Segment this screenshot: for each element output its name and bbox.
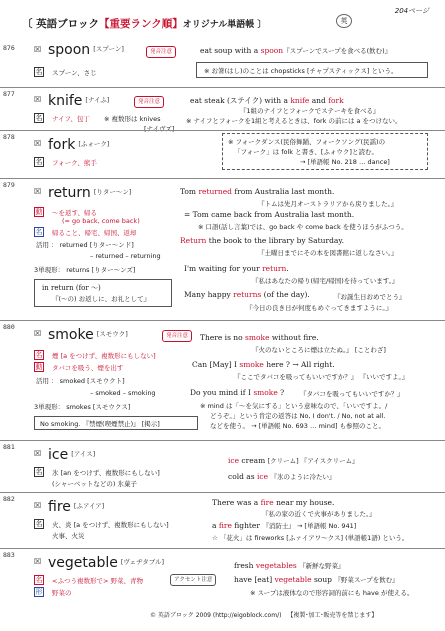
word-kana: [ふォーク] [78,140,110,148]
example-text: near my house. [273,498,335,507]
example-highlight: smoke [239,360,264,369]
header-logo-icon [336,14,352,28]
header-title-left: 〔 英語ブロック [22,18,99,30]
entry-word [48,42,124,58]
example-text: fighter [231,521,260,530]
divider [0,492,445,493]
meaning: スプーン、さじ [52,69,97,77]
pronunciation-tag: 発音注意 [134,96,164,108]
word-text: fire [48,499,71,515]
example-text: fresh [234,561,256,570]
example-translation: 『氷のように冷たい』 [270,473,336,481]
pos-badge: 名 [35,158,43,166]
example-highlight: returns [233,290,262,299]
example-highlight: return [262,264,287,273]
note-line: 「フォーク」は folk と書き、[ふォウク]と読む。 [234,148,378,156]
example [200,46,391,55]
example [180,187,334,196]
example-translation: 『私はあなたの帰り(帰宅/帰国)を待っています。』 [252,277,399,285]
example-text: eat steak (ステイク) with a [190,96,291,105]
third-person-form: returns [りター～ンズ] [66,266,136,274]
example [190,95,344,106]
entry-word [48,137,109,153]
note-line: ※ フォークダンス(民俗舞踊、フォークソング(民謡)の [228,138,386,146]
footer-notice: 【複製･加工･販売等を禁じます】 [287,612,378,619]
example-translation: 『火のないところに煙は立たぬ。』 [ことわざ] [252,346,386,354]
third-person-label: 3単現形： [34,403,65,411]
word-text: fork [48,137,76,153]
example-text: here ? → All right. [263,360,335,369]
example-text: and [309,96,329,105]
example-highlight: smoke [245,333,270,342]
checkbox-icon[interactable]: ☒ [34,449,42,458]
pronunciation-tag: 発音注意 [146,46,176,58]
checkbox-icon[interactable]: ☒ [34,187,42,196]
meaning-synonym: (= go back, come back) [62,217,140,225]
meaning: タバコを吸う、煙を出す [52,364,124,372]
example-translation: [クリーム] 『アイスクリーム』 [267,457,359,465]
third-person [34,265,135,274]
example-highlight: returned [198,187,232,196]
example-highlight: vegetable [274,575,312,584]
example-text: . [286,264,289,273]
example-highlight: vegetables [255,561,297,570]
header-title [22,16,266,31]
word-kana: [ヴェヂタブル] [120,558,165,566]
footer-copyright: © 英語ブロック 2009 (http://eigoblock.com/) [150,612,282,619]
example-text: I'm waiting for your [184,264,263,273]
checkbox-icon[interactable]: ☒ [34,501,42,510]
word-kana: [ナイふ] [85,96,110,104]
pos-badge: 名 [35,114,43,122]
example-highlight: fire [260,498,274,507]
meaning: フォーク、熊手 [52,159,97,167]
checkbox-icon[interactable]: ☒ [34,95,42,104]
meaning: 帰ること、帰宅、帰国、返却 [52,229,137,237]
example-translation: 『スプーンでスープを食べる(飲む)』 [283,47,392,55]
example-highlight: ice [257,472,269,481]
example-text: Tom [180,187,199,196]
pos-badge: 名 [35,68,43,76]
checkbox-icon[interactable]: ☒ [34,45,42,54]
example-translation: 『新鮮な野菜』 [299,562,345,570]
example [192,360,335,369]
word-kana: [スプーン] [93,45,124,53]
conjugation-label: 活用 ： [36,377,58,385]
example-text: Do you mind if I [190,388,254,397]
conjugation-forms: – smoked – smoking [90,389,156,397]
entry-word [48,327,128,343]
word-kana: [りター～ン] [93,188,132,196]
conjugation [36,376,125,385]
entry-word [48,185,131,201]
entry-number: 878 [3,133,15,141]
entry-number: 882 [3,495,15,503]
entry-number: 876 [3,44,15,52]
pos-badge: 名 [35,468,43,476]
conjugation-label: 活用 ： [36,241,58,249]
meaning: 煙 [a をつけず、複数形にもしない] [52,352,156,360]
word-kana: [ふアイア] [73,502,105,510]
example-text: have [eat] [234,575,275,584]
entry-word [48,499,104,515]
meaning: ～を返す、帰る [52,209,97,217]
checkbox-icon[interactable]: ☒ [34,557,42,566]
divider [0,320,445,321]
example-text: Can [May] I [192,360,240,369]
example-translation: 『消防士』 → [単語帳 No. 941] [262,522,357,530]
example-text: (of the day). [261,290,310,299]
entry-word [48,93,109,109]
pos-badge: 動 [35,208,43,216]
divider [0,440,445,441]
example [184,290,310,299]
example-text: eat soup with a [200,46,261,55]
meaning: 野菜の [52,589,72,597]
example-text: There was a [212,498,261,507]
meaning: 火、炎 [a をつけず、複数形にもしない] [52,521,169,529]
example-note: ※ 口語(話し言葉)では、go back や come back を使うほうがふつう。 [198,223,408,231]
note: ※ ナイフとフォークを1組と考えるときは、fork の前には a をつけない。 [186,117,402,125]
idiom-meaning: 『(～の) お返しに、お礼として』 [52,295,151,303]
entry-word [48,555,164,571]
word-kana: [スモウク] [96,330,128,338]
meaning: ナイフ、包丁 [52,115,90,123]
example-translation: 『1組のナイフとフォークでステーキを食べる』 [240,107,380,115]
example-text: from Australia last month. [231,187,335,196]
example [184,264,289,273]
checkbox-icon[interactable]: ☒ [34,139,42,148]
example [228,472,335,481]
example [234,575,399,584]
meaning: <ふつう複数形で> 野菜、青物 [52,577,143,585]
divider [0,130,445,131]
header-logo-text: 英 [340,17,348,25]
entry-number: 883 [3,551,15,559]
entry-number: 880 [3,323,15,331]
footer [150,610,377,619]
example-highlight: knife [290,96,310,105]
example-text: a [212,521,219,530]
example-highlight: ice [228,456,240,465]
word-text: spoon [48,42,91,58]
meaning: 火事、火災 [52,532,85,540]
example-translation: 『私の家の近くで火事がありました。』 [262,510,376,518]
word-text: knife [48,93,83,109]
example-highlight: fork [328,96,344,105]
word-text: smoke [48,327,94,343]
divider [0,87,445,88]
entry-number: 879 [3,181,15,189]
entry-number: 877 [3,90,15,98]
example-translation: 『ここでタバコを吸ってもいいですか？』 『いいですよ。』 [234,373,409,381]
example-highlight: fire [218,521,232,530]
word-text: vegetable [48,555,118,571]
note: ※ お箸(はし)のことは chopsticks [チャプスティックス] という。 [204,67,398,75]
example [228,456,359,465]
pronunciation-tag: 発音注意 [162,330,192,342]
divider [0,548,445,549]
third-person [34,402,130,411]
example [212,521,356,530]
example [234,561,345,570]
example [190,388,284,397]
pos-badge: 動 [35,363,43,371]
word-kana: [アイス] [71,450,96,458]
example-text: soup [311,575,332,584]
third-person-form: smokes [スモウクス] [66,403,131,411]
pos-badge: 名 [35,576,43,584]
example-translation: 『野菜スープを飲む』 [334,576,399,584]
example: = Tom came back from Australia last month. [184,210,355,219]
example-text: Many happy [184,290,234,299]
checkbox-icon[interactable]: ☒ [34,329,42,338]
plural-note: ※ 複数形は knives [104,115,161,123]
conjugation-forms: – returned – returning [90,252,161,260]
example-highlight: spoon [260,46,284,55]
example-text: cold as [228,472,258,481]
conjugation-form: returned [りター～ンド] [59,241,134,249]
example-translation: 『お誕生日おめでとう』 [334,293,406,301]
example [180,236,344,245]
pos-badge: 名 [35,520,43,528]
idiom: in return (for ～) [42,284,101,292]
example-text: cream [239,456,266,465]
example-translation: 『タバコを吸ってもいいですか？』 [300,390,404,398]
meaning: 氷 [an をつけず、複数形にもしない] [52,469,160,477]
sign-text: No smoking. 『禁煙(喫煙禁止)』 [掲示] [40,420,160,428]
meaning: (シャーベットなどの) 氷菓子 [52,480,138,488]
accent-tag: アクセント注意 [170,574,216,586]
example-note: などを使う。 → [単語帳 No. 693 … mind] も参照のこと。 [210,422,386,430]
pos-badge: 名 [35,351,43,359]
example-translation: 『今日の良き日が何度もめぐってきますように。』 [246,304,393,312]
pos-badge: 名 [35,228,43,236]
example-translation: 『土曜日までにその本を図書館に返しなさい。』 [258,249,398,257]
example [212,498,334,507]
example-text: without fire. [269,333,319,342]
example-text: There is no [200,333,246,342]
entry-number: 881 [3,443,15,451]
pos-badge: 形 [35,588,43,596]
divider [0,178,445,179]
conjugation [36,240,134,249]
entry-word [48,447,95,463]
example-note: ※ mind は「～を気にする」という意味なので、「いいですよ。/ [200,402,388,410]
example-highlight: Return [180,236,207,245]
plural-kana: [ナイヴズ] [144,125,175,133]
word-text: ice [48,447,69,463]
example-note: どうぞ。」という肯定の返答は No, I don't. / No, not at all. [210,412,386,420]
note-line: → [単語帳 No. 218 … dance] [300,158,390,166]
conjugation-form: smoked [スモウクト] [59,377,125,385]
third-person-label: 3単現形： [34,266,65,274]
example-text: the book to the library by Saturday. [206,236,344,245]
example-note: ☆ 「花火」は fireworks [ふァイアワ～クス] (単語帳1語) という。 [212,534,409,542]
page-number: 204ページ [394,7,429,15]
example-translation: 『トムは先月オーストラリアから戻りました。』 [258,200,398,208]
example-note: ※ スープは液体なので形容詞的前にも have が使える。 [250,589,414,597]
example [200,333,319,342]
header-title-mid: 【重要ランク順】 [98,18,183,30]
word-text: return [48,185,91,201]
example-highlight: smoke [253,388,278,397]
header-title-right: オリジナル単語帳 〕 [182,20,267,30]
example-text: ? [277,388,285,397]
